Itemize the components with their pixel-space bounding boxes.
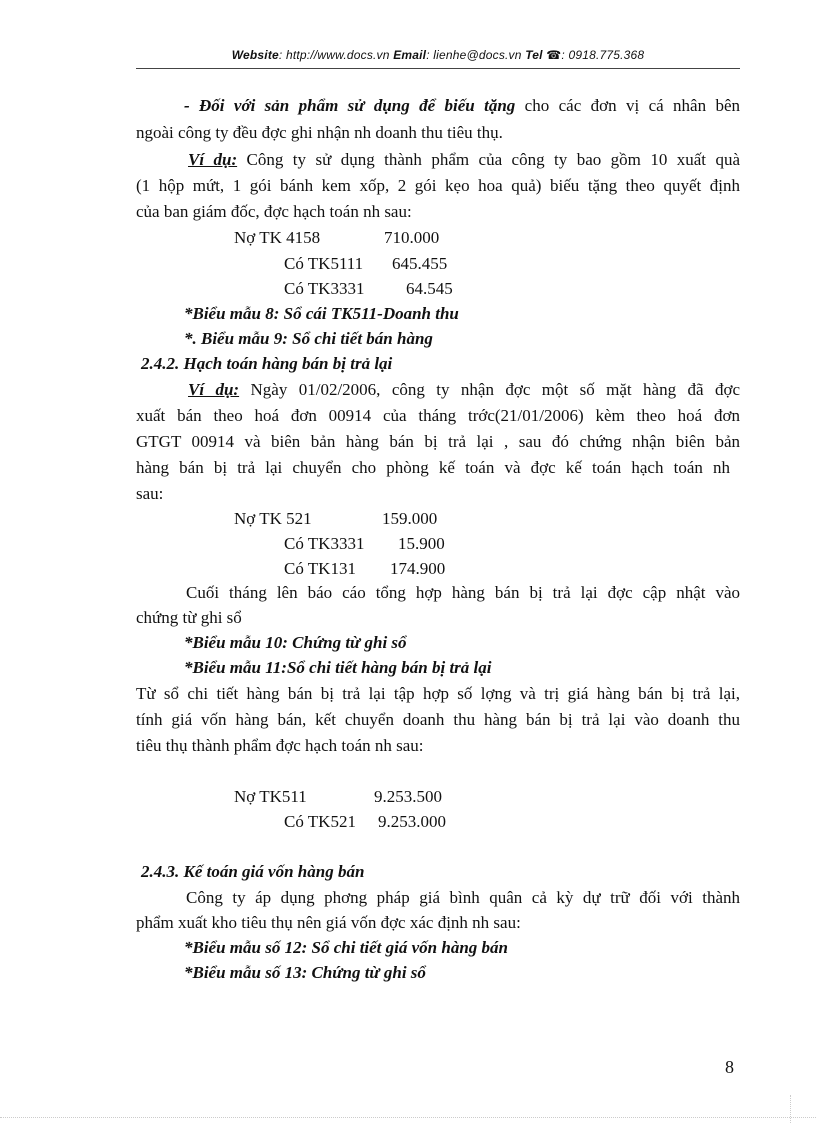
paragraph-line (136, 888, 740, 908)
paragraph-line (136, 150, 740, 170)
paragraph-line: của ban giám đốc, đợc hạch toán nh sau: (136, 202, 412, 221)
text-span: cho các đơn vị cá nhân bên (515, 96, 740, 115)
entry-credit-amount: 64.545 (406, 279, 453, 298)
section-heading: 2.4.3. Kế toán giá vốn hàng bán (141, 862, 365, 881)
page-bottom-border (0, 1117, 816, 1118)
paragraph-line (136, 96, 740, 116)
paragraph-line: xuất bán theo hoá đơn 00914 của tháng trớc(21/01/2006) kèm theo hoá đơn (136, 406, 740, 425)
page-header (136, 48, 740, 62)
entry-debit-label: Nợ TK 521 (234, 509, 312, 528)
paragraph-line: sau: (136, 484, 164, 503)
paragraph-line (136, 583, 740, 603)
form-title: *Biểu mẫu 10: Chứng từ ghi sổ (184, 633, 407, 652)
header-divider (136, 68, 740, 69)
section-heading: 2.4.2. Hạch toán hàng bán bị trả lại (141, 354, 393, 373)
phone-icon: ☎ (546, 48, 562, 62)
paragraph-line: (1 hộp mứt, 1 gói bánh kem xốp, 2 gói kẹo hoa quả) biếu tặng theo quyết định (136, 176, 740, 195)
paragraph-line (136, 380, 740, 400)
form-title: *Biểu mẫu số 12: Sổ chi tiết giá vốn hàng bán (184, 938, 508, 957)
entry-debit-label: Nợ TK511 (234, 787, 307, 806)
text-span: Ngày 01/02/2006, công ty nhận đợc một số mặt hàng đã đợc (239, 380, 740, 399)
text-span: Công ty áp dụng phơng pháp giá bình quân cả kỳ dự trữ đối với thành (186, 888, 740, 907)
paragraph-line: Từ sổ chi tiết hàng bán bị trả lại tập hợp số lợng và trị giá hàng bán bị trả lại, (136, 684, 740, 703)
paragraph-line: tiêu thụ thành phẩm đợc hạch toán nh sau: (136, 736, 424, 755)
tel-label: Tel (525, 48, 543, 62)
emphasis-text: - Đối với sản phẩm sử dụng để biếu tặng (184, 96, 516, 115)
form-title: *Biểu mẫu 11:Sổ chi tiết hàng bán bị trả lại (184, 658, 492, 677)
entry-credit-amount: 9.253.000 (378, 812, 446, 831)
text-span: Công ty sử dụng thành phẩm của công ty bao gồm 10 xuất quà (237, 150, 740, 169)
example-label: Ví dụ: (188, 380, 240, 399)
paragraph-line: tính giá vốn hàng bán, kết chuyển doanh thu hàng bán bị trả lại vào doanh thu (136, 710, 740, 729)
paragraph-line: phẩm xuất kho tiêu thụ nên giá vốn đợc xác định nh sau: (136, 913, 521, 932)
page-corner-border (790, 1095, 791, 1123)
form-title: *. Biểu mẫu 9: Sổ chi tiết bán hàng (184, 329, 433, 348)
entry-credit-label: Có TK131 (284, 559, 356, 578)
website-value: : http://www.docs.vn (278, 48, 390, 62)
entry-credit-label: Có TK3331 (284, 279, 365, 298)
paragraph-line: chứng từ ghi sổ (136, 608, 242, 627)
entry-debit-amount: 710.000 (384, 228, 440, 247)
email-label: Email (393, 48, 427, 62)
page-number: 8 (725, 1057, 734, 1077)
text-span: Cuối tháng lên báo cáo tổng hợp hàng bán bị trả lại đợc cập nhật vào (186, 583, 740, 602)
paragraph-line: hàng bán bị trả lại chuyển cho phòng kế toán và đợc kế toán hạch toán nh (136, 458, 730, 477)
form-title: *Biểu mẫu 8: Sổ cái TK511-Doanh thu (184, 304, 459, 323)
entry-debit-label: Nợ TK 4158 (234, 228, 321, 247)
entry-credit-label: Có TK3331 (284, 534, 365, 553)
entry-credit-amount: 15.900 (398, 534, 445, 553)
form-title: *Biểu mẫu số 13: Chứng từ ghi sổ (184, 963, 426, 982)
example-label: Ví dụ: (188, 150, 238, 169)
entry-debit-amount: 9.253.500 (374, 787, 442, 806)
email-value: : lienhe@docs.vn (426, 48, 522, 62)
entry-credit-label: Có TK521 (284, 812, 356, 831)
entry-credit-amount: 645.455 (392, 254, 448, 273)
entry-credit-amount: 174.900 (390, 559, 446, 578)
entry-credit-label: Có TK5111 (284, 254, 364, 273)
paragraph-line: GTGT 00914 và biên bản hàng bán bị trả lại , sau đó chứng nhận biên bản (136, 432, 740, 451)
tel-value: : 0918.775.368 (561, 48, 645, 62)
entry-debit-amount: 159.000 (382, 509, 438, 528)
website-label: Website (231, 48, 279, 62)
paragraph-line: ngoài công ty đều đợc ghi nhận nh doanh thu tiêu thụ. (136, 123, 503, 142)
